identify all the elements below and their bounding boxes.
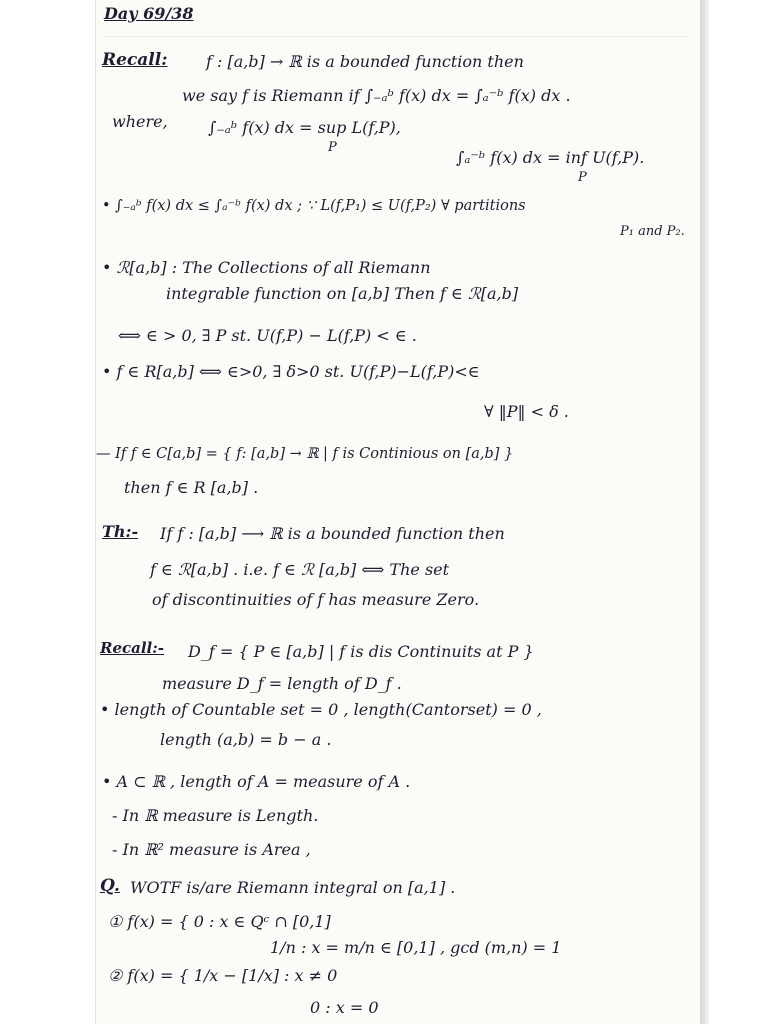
note-line: integrable function on [a,b] Then f ∈ ℛ[a,b] (166, 284, 519, 303)
theorem-label: Th:- (102, 522, 139, 541)
note-line: length (a,b) = b − a . (160, 730, 332, 749)
note-line: ② f(x) = { 1/x − [1/x] : x ≠ 0 (108, 966, 338, 985)
note-line: we say f is Riemann if ∫₋ₐᵇ f(x) dx = ∫ₐ⁻ᵇ f(x) dx . (182, 86, 571, 105)
note-line: P₁ and P₂. (620, 224, 685, 239)
note-line: measure D_f = length of D_f . (162, 674, 402, 693)
page-rule (106, 36, 690, 37)
note-line: • ℛ[a,b] : The Collections of all Riemann (102, 258, 431, 277)
question-label: Q. (100, 876, 120, 896)
note-line: ⟺ ∈ > 0, ∃ P st. U(f,P) − L(f,P) < ∈ . (118, 326, 417, 345)
day-header: Day 69/38 (104, 4, 194, 23)
note-line: D_f = { P ∈ [a,b] | f is dis Continuits at P } (188, 642, 534, 661)
note-line: • ∫₋ₐᵇ f(x) dx ≤ ∫ₐ⁻ᵇ f(x) dx ; ∵ L(f,P₁) ≤ U(f,P₂) ∀ partitions (102, 198, 526, 214)
note-line: 1/n : x = m/n ∈ [0,1] , gcd (m,n) = 1 (270, 938, 562, 957)
lower-integral-def: ∫₋ₐᵇ f(x) dx = sup L(f,P), (208, 118, 401, 137)
where-label: where, (112, 112, 168, 131)
note-line: then f ∈ R [a,b] . (124, 478, 259, 497)
note-line: - In ℝ measure is Length. (112, 806, 319, 825)
note-line: ① f(x) = { 0 : x ∈ Qᶜ ∩ [0,1] (108, 912, 331, 931)
upper-integral-def: ∫ₐ⁻ᵇ f(x) dx = inf U(f,P). (456, 148, 645, 167)
note-line: 0 : x = 0 (310, 998, 379, 1017)
note-line: If f : [a,b] ⟶ ℝ is a bounded function then (160, 524, 505, 543)
recall2-heading: Recall:- (100, 639, 165, 657)
note-line: f ∈ ℛ[a,b] . i.e. f ∈ ℛ [a,b] ⟺ The set (150, 560, 450, 579)
notebook-page (96, 0, 700, 1024)
note-line: WOTF is/are Riemann integral on [a,1] . (130, 878, 456, 897)
note-line: — If f ∈ C[a,b] = { f: [a,b] → ℝ | f is Continious on [a,b] } (96, 446, 514, 462)
note-line: • A ⊂ ℝ , length of A = measure of A . (102, 772, 411, 791)
note-line: • f ∈ R[a,b] ⟺ ∈>0, ∃ δ>0 st. U(f,P)−L(f,P)<∈ (102, 362, 480, 381)
inf-subscript: P (578, 170, 587, 185)
note-line: ∀ ‖P‖ < δ . (484, 402, 569, 421)
note-line: f : [a,b] → ℝ is a bounded function then (206, 52, 524, 71)
note-line: of discontinuities of f has measure Zero. (152, 590, 480, 609)
note-line: • length of Countable set = 0 , length(Cantorset) = 0 , (100, 700, 542, 719)
note-line: - In ℝ² measure is Area , (112, 840, 311, 859)
recall-heading: Recall: (102, 50, 168, 70)
sup-subscript: P (328, 140, 337, 155)
